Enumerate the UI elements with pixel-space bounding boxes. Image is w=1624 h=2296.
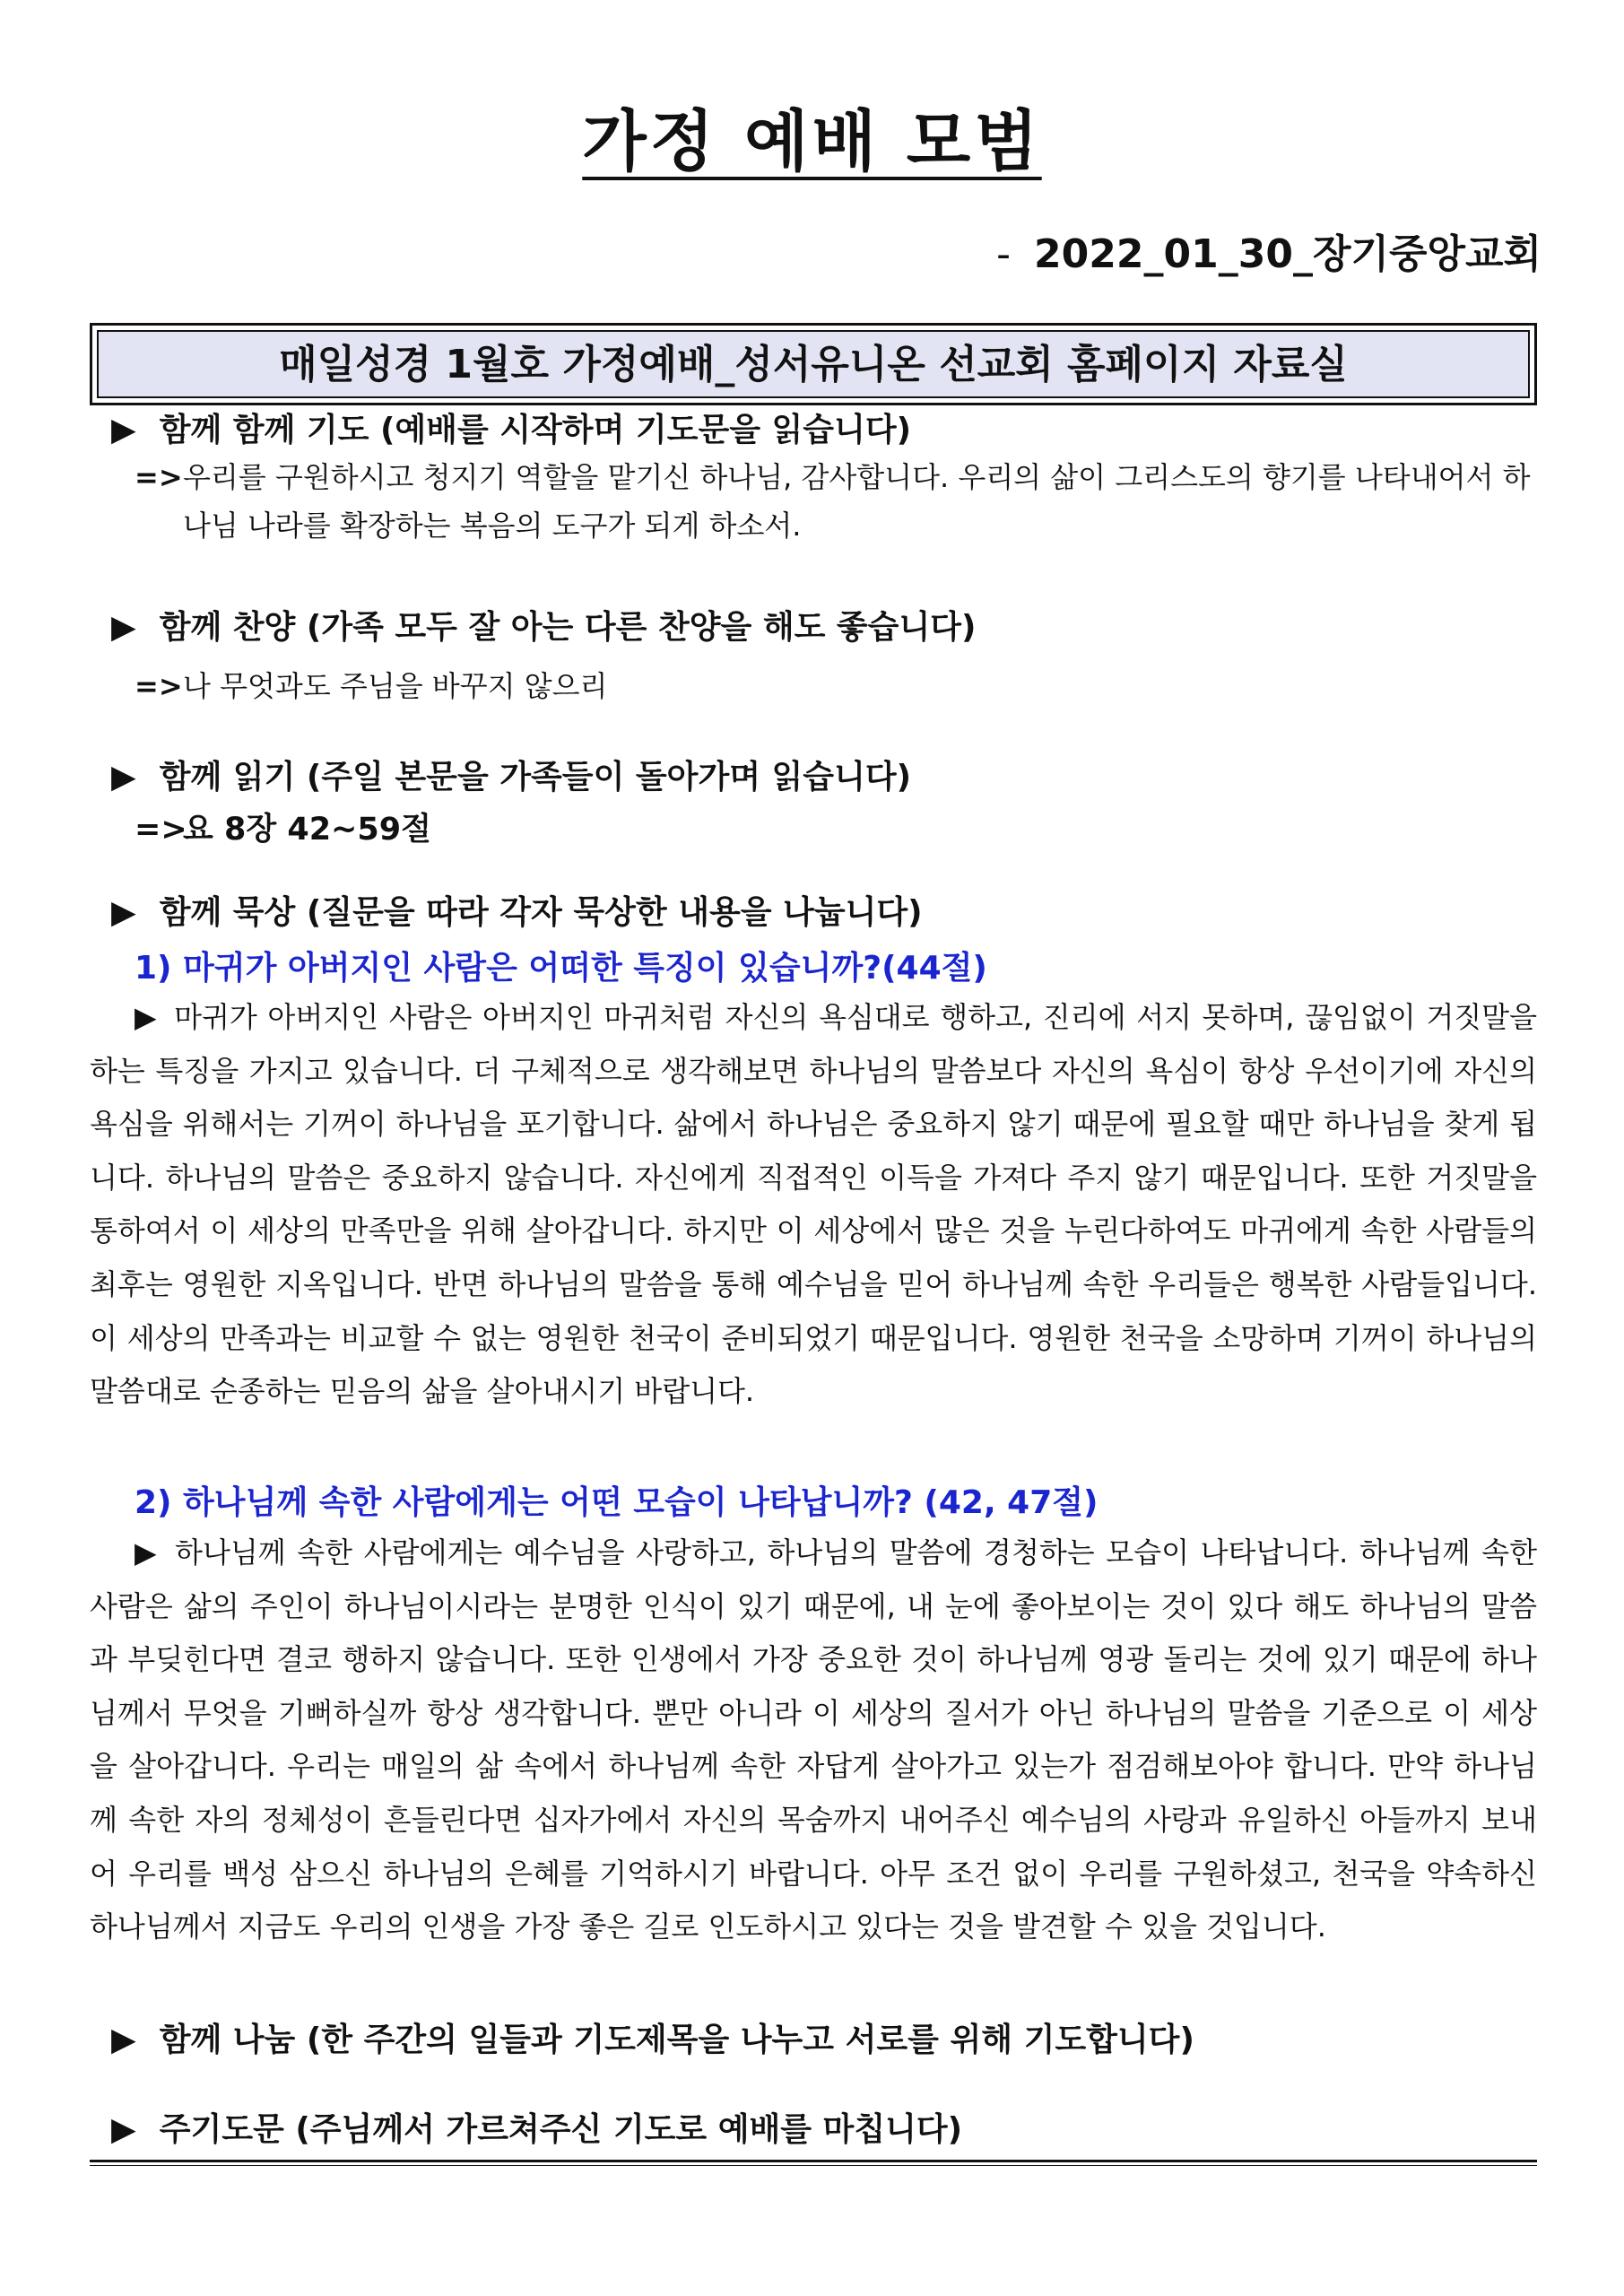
subtitle-dash: - xyxy=(996,231,1012,277)
section-heading-lords-prayer: ▶ 주기도문 (주님께서 가르쳐주신 기도로 예배를 마칩니다) xyxy=(111,2111,963,2148)
document-title: 가정 예배 모범 xyxy=(582,103,1042,180)
answer-paragraph-1: ▶ 마귀가 아버지인 사람은 아버지인 마귀처럼 자신의 욕심대로 행하고, 진리에 서지 못하며, 끊임없이 거짓말을 하는 특징을 가지고 있습니다. 더 구체적으로 생각해보면 하나님의 말씀보다 자신의 욕심이 항상 우선이기에 자신의 욕심을 위해서는 기꺼이 하나님을 포기합니다. 삶에서 하나님은 중요하지 않기 때문에 필요할 때만 하나님을 찾게 됩니다. 하나님의 말씀은 중요하지 않습니다. 자신에게 직접적인 이득을 가져다 주지 않기 때문입니다. 또한 거짓말을 통하여서 이 세상의 만족만을 위해 살아갑니다. 하지만 이 세상에서 많은 것을 누린다하여도 마귀에게 속한 사람들의 최후는 영원한 지옥입니다. 반면 하나님의 말씀을 통해 예수님을 믿어 하나님께 속한 우리들은 행복한 사람들입니다. 이 세상의 만족과는 비교할 수 없는 영원한 천국이 준비되었기 때문입니다. 영원한 천국을 소망하며 기꺼이 하나님의 말씀대로 순종하는 믿음의 삶을 살아내시기 바랍니다. xyxy=(90,1000,1537,1409)
triangle-bullet-icon: ▶ xyxy=(135,1000,159,1034)
triangle-bullet-icon: ▶ xyxy=(135,1535,160,1570)
bottom-rule xyxy=(90,2160,1537,2162)
arrow-icon: => xyxy=(135,669,183,703)
triangle-bullet-icon: ▶ xyxy=(111,2022,136,2058)
question-1: 1) 마귀가 아버지인 사람은 어떠한 특징이 있습니까?(44절) xyxy=(135,950,987,987)
praise-text: => 나 무엇과도 주님을 바꾸지 않으리 xyxy=(135,662,1533,710)
bottom-rule-thin xyxy=(90,2165,1537,2166)
question-2: 2) 하나님께 속한 사람에게는 어떤 모습이 나타납니까? (42, 47절) xyxy=(135,1484,1099,1521)
document-subtitle xyxy=(996,228,1541,282)
section-heading-sharing: ▶ 함께 나눔 (한 주간의 일들과 기도제목을 나누고 서로를 위해 기도합니다) xyxy=(111,2022,1194,2058)
reading-text: => 요 8장 42~59절 xyxy=(135,805,1533,854)
triangle-bullet-icon: ▶ xyxy=(111,609,136,646)
section-heading-prayer: ▶ 함께 함께 기도 (예배를 시작하며 기도문을 읽습니다) xyxy=(111,412,912,448)
triangle-bullet-icon: ▶ xyxy=(111,894,136,931)
triangle-bullet-icon: ▶ xyxy=(111,412,136,448)
source-banner-text: 매일성경 1월호 가정예배_성서유니온 선교회 홈페이지 자료실 xyxy=(97,330,1530,398)
prayer-text: => 우리를 구원하시고 청지기 역할을 맡기신 하나님, 감사합니다. 우리의 삶이 그리스도의 향기를 나타내어서 하나님 나라를 확장하는 복음의 도구가 되게 하소서. xyxy=(135,453,1533,550)
answer-paragraph-2: ▶ 하나님께 속한 사람에게는 예수님을 사랑하고, 하나님의 말씀에 경청하는 모습이 나타납니다. 하나님께 속한 사람은 삶의 주인이 하나님이시라는 분명한 인식이 있기 때문에, 내 눈에 좋아보이는 것이 있다 해도 하나님의 말씀과 부딪힌다면 결코 행하지 않습니다. 또한 인생에서 가장 중요한 것이 하나님께 영광 돌리는 것에 있기 때문에 하나님께서 무엇을 기뻐하실까 항상 생각합니다. 뿐만 아니라 이 세상의 질서가 아닌 하나님의 말씀을 기준으로 이 세상을 살아갑니다. 우리는 매일의 삶 속에서 하나님께 속한 자답게 살아가고 있는가 점검해보아야 합니다. 만약 하나님께 속한 자의 정체성이 흔들린다면 십자가에서 자신의 목숨까지 내어주신 예수님의 사랑과 유일하신 아들까지 보내어 우리를 백성 삼으신 하나님의 은혜를 기억하시기 바랍니다. 아무 조건 없이 우리를 구원하셨고, 천국을 약속하신 하나님께서 지금도 우리의 인생을 가장 좋은 길로 인도하시고 있다는 것을 발견할 수 있을 것입니다. xyxy=(90,1535,1537,1944)
source-banner xyxy=(90,323,1537,405)
section-heading-praise: ▶ 함께 찬양 (가족 모두 잘 아는 다른 찬양을 해도 좋습니다) xyxy=(111,609,977,646)
subtitle-date-church: 2022_01_30_장기중앙교회 xyxy=(1034,231,1541,277)
section-heading-reading: ▶ 함께 읽기 (주일 본문을 가족들이 돌아가며 읽습니다) xyxy=(111,759,912,796)
triangle-bullet-icon: ▶ xyxy=(111,759,136,796)
section-heading-meditation: ▶ 함께 묵상 (질문을 따라 각자 묵상한 내용을 나눕니다) xyxy=(111,894,923,931)
triangle-bullet-icon: ▶ xyxy=(111,2111,136,2148)
arrow-icon: => xyxy=(135,812,187,848)
arrow-icon: => xyxy=(135,460,183,494)
